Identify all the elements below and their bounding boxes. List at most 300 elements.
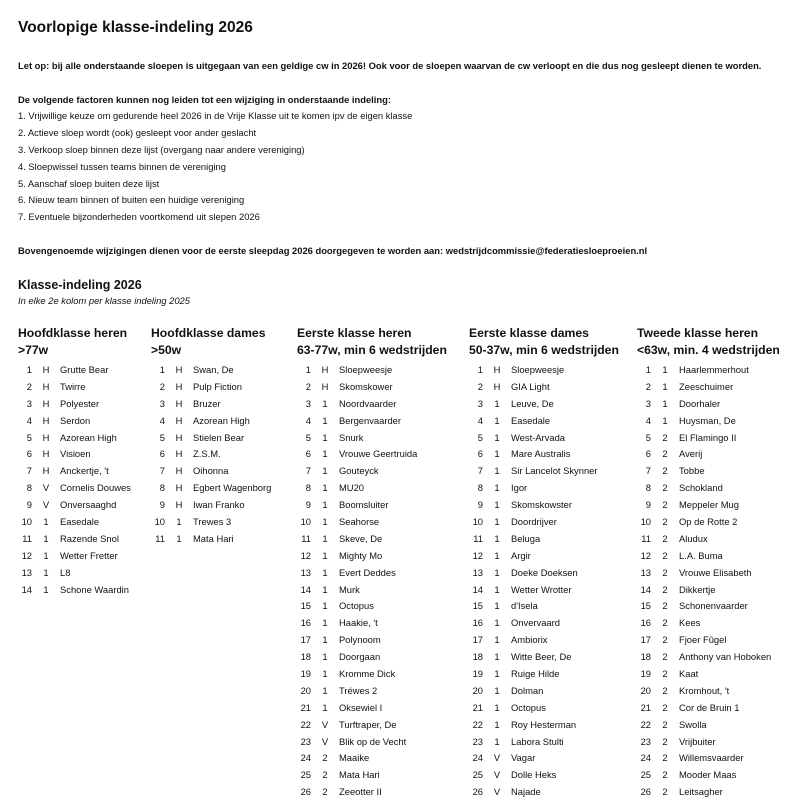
- table-row: [469, 700, 619, 717]
- table-row: [297, 548, 447, 565]
- rank-cell: 13: [472, 566, 483, 578]
- table-row: [297, 430, 447, 447]
- boat-name-cell: Haakie, 't: [339, 617, 378, 629]
- class-2025-cell: 1: [322, 516, 328, 528]
- class-2025-cell: H: [321, 380, 329, 392]
- boat-name-cell: Willemsvaarder: [679, 752, 744, 764]
- factor-item: 1. Vrijwillige keuze om gedurende heel 2026 in de Vrije Klasse uit te komen ipv de eigen klasse: [18, 110, 413, 121]
- table-row: [18, 430, 127, 447]
- table-row: [18, 413, 127, 430]
- class-2025-cell: 1: [494, 701, 500, 713]
- table-row: [297, 362, 447, 379]
- rank-cell: 4: [477, 414, 483, 426]
- class-2025-cell: H: [175, 482, 183, 494]
- rank-cell: 19: [472, 668, 483, 680]
- rank-cell: 2: [159, 380, 165, 392]
- boat-name-cell: Wetter Wrotter: [511, 583, 572, 595]
- boat-name-cell: Pulp Fiction: [193, 380, 242, 392]
- table-row: [297, 767, 447, 784]
- table-row: [637, 480, 780, 497]
- column-rows: [637, 362, 780, 801]
- table-row: [637, 784, 780, 801]
- boat-name-cell: Mare Australis: [511, 448, 571, 460]
- table-row: [151, 531, 265, 548]
- rank-cell: 1: [477, 364, 483, 375]
- class-2025-cell: 2: [662, 617, 668, 629]
- rank-cell: 11: [473, 532, 483, 544]
- rank-cell: 6: [645, 448, 651, 460]
- boat-name-cell: Vagar: [511, 752, 536, 764]
- boat-name-cell: Cor de Bruin 1: [679, 701, 740, 713]
- deadline-text: Bovengenoemde wijzigingen dienen voor de eerste sleepdag 2026 doorgegeven te worden aan: wedstrijdcommissie@federatiesloeproeien.nl: [18, 245, 648, 256]
- rank-cell: 15: [300, 600, 311, 612]
- boat-name-cell: Op de Rotte 2: [679, 516, 738, 528]
- factors-list: [18, 108, 412, 226]
- rank-cell: 21: [300, 701, 311, 713]
- class-2025-cell: H: [175, 380, 183, 392]
- class-2025-cell: 1: [494, 465, 500, 477]
- boat-name-cell: Schonenvaarder: [679, 600, 748, 612]
- class-2025-cell: 1: [662, 414, 668, 426]
- boat-name-cell: Gouteyck: [339, 465, 379, 477]
- factor-item: 3. Verkoop sloep binnen deze lijst (overgang naar andere vereniging): [18, 143, 305, 155]
- boat-name-cell: El Flamingo II: [679, 431, 737, 443]
- table-row: [297, 565, 447, 582]
- class-2025-cell: 1: [322, 482, 328, 494]
- table-row: [18, 463, 127, 480]
- class-2025-cell: 2: [662, 651, 668, 663]
- table-row: [637, 582, 780, 599]
- rank-cell: 5: [159, 431, 165, 443]
- boat-name-cell: Labora Stulti: [511, 735, 564, 747]
- rank-cell: 22: [472, 718, 483, 730]
- rank-cell: 9: [305, 499, 311, 511]
- rank-cell: 24: [472, 752, 483, 764]
- class-2025-cell: 1: [322, 651, 328, 663]
- table-row: [18, 480, 131, 497]
- boat-name-cell: Ruige Hilde: [511, 668, 560, 680]
- table-row: [469, 598, 619, 615]
- boat-name-cell: Serdon: [60, 414, 91, 426]
- rank-cell: 2: [645, 380, 651, 392]
- rank-cell: 4: [159, 414, 165, 426]
- boat-name-cell: Blik op de Vecht: [339, 735, 407, 747]
- rank-cell: 5: [645, 431, 651, 443]
- boat-name-cell: Sloepweesje: [339, 364, 393, 375]
- boat-name-cell: Wetter Fretter: [60, 549, 118, 561]
- rank-cell: 16: [472, 617, 483, 629]
- boat-name-cell: Octopus: [511, 701, 546, 713]
- rank-cell: 17: [640, 634, 651, 646]
- class-2025-cell: 1: [494, 532, 500, 544]
- table-row: [469, 379, 619, 396]
- boat-name-cell: Tobbe: [679, 465, 705, 477]
- rank-cell: 4: [26, 414, 32, 426]
- rank-cell: 9: [477, 499, 483, 511]
- boat-name-cell: Azorean High: [60, 431, 117, 443]
- class-2025-cell: 2: [662, 532, 668, 544]
- rank-cell: 1: [26, 364, 32, 375]
- class-2025-cell: 1: [43, 549, 49, 561]
- rank-cell: 13: [640, 566, 651, 578]
- boat-name-cell: Dikkertje: [679, 583, 716, 595]
- class-2025-cell: 1: [322, 617, 328, 629]
- table-row: [18, 514, 127, 531]
- table-row: [151, 396, 265, 413]
- class-2025-cell: H: [42, 364, 50, 375]
- class-2025-cell: 1: [322, 532, 328, 544]
- table-row: [469, 615, 619, 632]
- rank-cell: 10: [640, 516, 651, 528]
- boat-name-cell: Twirre: [60, 380, 86, 392]
- class-2025-cell: 1: [322, 684, 328, 696]
- class-2025-cell: 1: [494, 583, 500, 595]
- boat-name-cell: Iwan Franko: [193, 499, 245, 511]
- class-2025-cell: H: [493, 364, 501, 375]
- class-2025-cell: H: [42, 397, 50, 409]
- boat-name-cell: Boomsluiter: [339, 499, 389, 511]
- table-row: [637, 565, 780, 582]
- boat-name-cell: Beluga: [511, 532, 541, 544]
- class-2025-cell: 1: [494, 448, 500, 460]
- rank-cell: 12: [640, 549, 651, 561]
- column-title: Eerste klasse dames: [469, 326, 589, 340]
- class-2025-cell: 1: [662, 380, 668, 392]
- class-2025-cell: 1: [494, 617, 500, 629]
- table-row: [151, 480, 272, 497]
- class-2025-cell: 1: [43, 566, 49, 578]
- boat-name-cell: Mighty Mo: [339, 549, 383, 561]
- table-row: [297, 480, 447, 497]
- factor-item: 6. Nieuw team binnen of buiten een huidige vereniging: [18, 194, 245, 206]
- page-title: Voorlopige klasse-indeling 2026: [18, 19, 253, 36]
- boat-name-cell: L.A. Buma: [679, 549, 723, 561]
- rank-cell: 15: [640, 600, 651, 612]
- table-row: [637, 548, 780, 565]
- table-row: [18, 497, 127, 514]
- boat-name-cell: Anckertje, 't: [60, 465, 109, 477]
- table-row: [297, 683, 447, 700]
- boat-name-cell: Igor: [511, 482, 528, 494]
- table-row: [18, 565, 127, 582]
- table-row: [637, 734, 780, 751]
- rank-cell: 10: [472, 516, 483, 528]
- rank-cell: 20: [640, 684, 651, 696]
- rank-cell: 3: [477, 397, 483, 409]
- rank-cell: 6: [305, 448, 311, 460]
- rank-cell: 21: [640, 701, 651, 713]
- class-2025-cell: 1: [176, 532, 182, 544]
- rank-cell: 26: [640, 786, 651, 798]
- table-row: [637, 649, 780, 666]
- rank-cell: 15: [472, 600, 483, 612]
- table-row: [151, 362, 265, 379]
- rank-cell: 7: [477, 465, 483, 477]
- table-row: [297, 649, 447, 666]
- rank-cell: 8: [159, 482, 165, 494]
- boat-name-cell: Noordvaarder: [339, 397, 397, 409]
- class-2025-cell: 1: [494, 668, 500, 680]
- boat-name-cell: Kromhout, 't: [679, 684, 730, 696]
- rank-cell: 7: [26, 465, 32, 477]
- column-rows: [297, 362, 447, 801]
- boat-name-cell: Doorhaler: [679, 397, 721, 409]
- rank-cell: 5: [26, 431, 32, 443]
- rank-cell: 26: [472, 786, 483, 798]
- boat-name-cell: Leitsagher: [679, 786, 723, 798]
- class-2025-cell: 1: [494, 549, 500, 561]
- rank-cell: 2: [26, 380, 32, 392]
- boat-name-cell: d'Isela: [511, 600, 538, 612]
- boat-name-cell: Z.S.M.: [193, 448, 221, 460]
- boat-name-cell: Doeke Doeksen: [511, 566, 578, 578]
- class-2025-cell: 2: [322, 769, 328, 781]
- column-title: Tweede klasse heren: [637, 326, 759, 340]
- class-2025-cell: V: [493, 752, 501, 764]
- table-row: [297, 666, 447, 683]
- class-2025-cell: 2: [662, 735, 668, 747]
- rank-cell: 24: [300, 752, 311, 764]
- boat-name-cell: Kromme Dick: [339, 668, 396, 680]
- rank-cell: 25: [472, 769, 483, 781]
- class-2025-cell: 2: [662, 431, 668, 443]
- class-2025-cell: 1: [494, 600, 500, 612]
- class-2025-cell: H: [42, 414, 50, 426]
- rank-cell: 20: [300, 684, 311, 696]
- rank-cell: 3: [26, 397, 32, 409]
- factor-item: 4. Sloepwissel tussen teams binnen de vereniging: [18, 160, 226, 172]
- table-row: [151, 413, 265, 430]
- boat-name-cell: MU20: [339, 482, 365, 494]
- boat-name-cell: Oihonna: [193, 465, 229, 477]
- table-row: [18, 446, 127, 463]
- table-row: [469, 717, 619, 734]
- boat-name-cell: Bruzer: [193, 397, 221, 409]
- class-2025-cell: 2: [322, 786, 328, 798]
- rank-cell: 6: [159, 448, 165, 460]
- class-2025-cell: 2: [662, 634, 668, 646]
- class-2025-cell: H: [42, 380, 50, 392]
- class-2025-cell: 1: [662, 397, 668, 409]
- table-row: [297, 717, 447, 734]
- boat-name-cell: Evert Deddes: [339, 566, 396, 578]
- rank-cell: 10: [21, 516, 32, 528]
- table-row: [637, 463, 780, 480]
- class-2025-cell: 2: [662, 684, 668, 696]
- boat-name-cell: Maaike: [339, 752, 370, 764]
- table-row: [297, 700, 447, 717]
- boat-name-cell: Stielen Bear: [193, 431, 245, 443]
- boat-name-cell: Octopus: [339, 600, 374, 612]
- rank-cell: 12: [300, 549, 311, 561]
- class-column-eerste-klasse-dames: [469, 325, 619, 801]
- column-criteria: >77w: [18, 343, 49, 357]
- rank-cell: 2: [477, 380, 483, 392]
- table-row: [637, 531, 780, 548]
- table-row: [469, 413, 619, 430]
- rank-cell: 9: [645, 499, 651, 511]
- table-row: [297, 514, 447, 531]
- class-2025-cell: H: [42, 448, 50, 460]
- class-2025-cell: 1: [494, 566, 500, 578]
- factor-item: 5. Aanschaf sloep buiten deze lijst: [18, 177, 160, 189]
- table-row: [469, 649, 619, 666]
- rank-cell: 14: [640, 583, 651, 595]
- boat-name-cell: Trewes 3: [193, 516, 232, 528]
- rank-cell: 17: [472, 634, 483, 646]
- class-column-tweede-klasse-heren: [637, 325, 780, 801]
- class-2025-cell: 1: [322, 448, 328, 460]
- table-row: [469, 446, 619, 463]
- table-row: [297, 497, 447, 514]
- rank-cell: 25: [300, 769, 311, 781]
- boat-name-cell: West-Arvada: [511, 431, 566, 443]
- rank-cell: 18: [300, 651, 311, 663]
- class-2025-cell: 1: [322, 600, 328, 612]
- class-2025-cell: 2: [662, 668, 668, 680]
- class-2025-cell: 1: [494, 516, 500, 528]
- table-row: [151, 497, 265, 514]
- table-row: [637, 632, 780, 649]
- rank-cell: 10: [300, 516, 311, 528]
- boat-name-cell: Haarlemmerhout: [679, 364, 749, 375]
- class-2025-cell: 2: [662, 583, 668, 595]
- table-row: [151, 430, 265, 447]
- class-2025-cell: H: [175, 364, 183, 375]
- rank-cell: 26: [300, 786, 311, 798]
- table-row: [18, 379, 127, 396]
- boat-name-cell: Doorgaan: [339, 651, 381, 663]
- table-row: [637, 430, 780, 447]
- table-row: [297, 379, 447, 396]
- factors-heading: De volgende factoren kunnen nog leiden tot een wijziging in onderstaande indeling:: [18, 94, 391, 105]
- class-2025-cell: 2: [662, 701, 668, 713]
- table-row: [297, 615, 447, 632]
- table-row: [637, 514, 780, 531]
- class-2025-cell: H: [42, 431, 50, 443]
- class-2025-cell: V: [321, 718, 329, 730]
- class-2025-cell: 2: [662, 752, 668, 764]
- boat-name-cell: Onvervaard: [511, 617, 560, 629]
- boat-name-cell: Anthony van Hoboken: [679, 651, 772, 663]
- boat-name-cell: Skeve, De: [339, 532, 383, 544]
- boat-name-cell: Najade: [511, 786, 541, 798]
- class-2025-cell: 2: [662, 600, 668, 612]
- rank-cell: 8: [305, 482, 311, 494]
- boat-name-cell: Egbert Wagenborg: [193, 482, 272, 494]
- rank-cell: 3: [305, 397, 311, 409]
- boat-name-cell: Dolman: [511, 684, 544, 696]
- rank-cell: 1: [645, 364, 651, 375]
- class-2025-cell: 1: [322, 397, 328, 409]
- rank-cell: 3: [159, 397, 165, 409]
- boat-name-cell: Mooder Maas: [679, 769, 737, 781]
- rank-cell: 11: [22, 532, 32, 544]
- table-row: [297, 582, 447, 599]
- rank-cell: 11: [641, 532, 651, 544]
- table-row: [637, 413, 780, 430]
- table-row: [637, 362, 780, 379]
- table-row: [469, 480, 619, 497]
- table-row: [469, 632, 619, 649]
- table-row: [469, 784, 619, 801]
- class-2025-cell: 1: [322, 431, 328, 443]
- class-2025-cell: 1: [322, 583, 328, 595]
- column-rows: [151, 362, 272, 548]
- class-column-hoofdklasse-dames: [151, 325, 272, 548]
- class-2025-cell: V: [42, 482, 50, 494]
- rank-cell: 23: [472, 735, 483, 747]
- rank-cell: 8: [26, 482, 32, 494]
- rank-cell: 25: [640, 769, 651, 781]
- table-row: [469, 463, 619, 480]
- column-criteria: 63-77w, min 6 wedstrijden: [297, 343, 447, 357]
- column-title: Eerste klasse heren: [297, 326, 412, 340]
- table-row: [18, 582, 127, 599]
- class-2025-cell: 1: [322, 701, 328, 713]
- class-2025-cell: H: [175, 465, 183, 477]
- class-2025-cell: 1: [494, 735, 500, 747]
- rank-cell: 1: [159, 364, 165, 375]
- class-column-hoofdklasse-heren: [18, 325, 131, 598]
- column-rows: [469, 362, 619, 801]
- boat-name-cell: Skomskowster: [511, 499, 572, 511]
- class-2025-cell: H: [175, 431, 183, 443]
- rank-cell: 18: [640, 651, 651, 663]
- rank-cell: 11: [301, 532, 311, 544]
- section-title: Klasse-indeling 2026: [18, 278, 142, 292]
- table-row: [151, 514, 265, 531]
- rank-cell: 18: [472, 651, 483, 663]
- boat-name-cell: Snurk: [339, 431, 364, 443]
- class-2025-cell: 1: [176, 516, 182, 528]
- boat-name-cell: Sir Lancelot Skynner: [511, 465, 598, 477]
- rank-cell: 13: [300, 566, 311, 578]
- table-row: [469, 582, 619, 599]
- boat-name-cell: Huysman, De: [679, 414, 736, 426]
- table-row: [151, 446, 265, 463]
- rank-cell: 6: [26, 448, 32, 460]
- boat-name-cell: Dolle Heks: [511, 769, 557, 781]
- table-row: [637, 396, 780, 413]
- table-row: [297, 446, 447, 463]
- boat-name-cell: Polynoom: [339, 634, 381, 646]
- table-row: [637, 497, 780, 514]
- rank-cell: 14: [300, 583, 311, 595]
- class-2025-cell: 1: [43, 516, 49, 528]
- class-2025-cell: 2: [662, 465, 668, 477]
- class-2025-cell: 2: [662, 718, 668, 730]
- rank-cell: 6: [477, 448, 483, 460]
- rank-cell: 20: [472, 684, 483, 696]
- column-criteria: >50w: [151, 343, 182, 357]
- rank-cell: 9: [26, 499, 32, 511]
- boat-name-cell: Seahorse: [339, 516, 380, 528]
- table-row: [469, 531, 619, 548]
- class-2025-cell: 1: [494, 499, 500, 511]
- table-row: [297, 531, 447, 548]
- table-row: [469, 430, 619, 447]
- column-title: Hoofdklasse dames: [151, 326, 266, 340]
- class-2025-cell: 1: [322, 499, 328, 511]
- table-row: [637, 700, 780, 717]
- boat-name-cell: Vrouwe Geertruida: [339, 448, 418, 460]
- rank-cell: 13: [21, 566, 32, 578]
- boat-name-cell: Witte Beer, De: [511, 651, 572, 663]
- class-2025-cell: V: [42, 499, 50, 511]
- class-2025-cell: 1: [322, 549, 328, 561]
- boat-name-cell: Sloepweesje: [511, 364, 565, 375]
